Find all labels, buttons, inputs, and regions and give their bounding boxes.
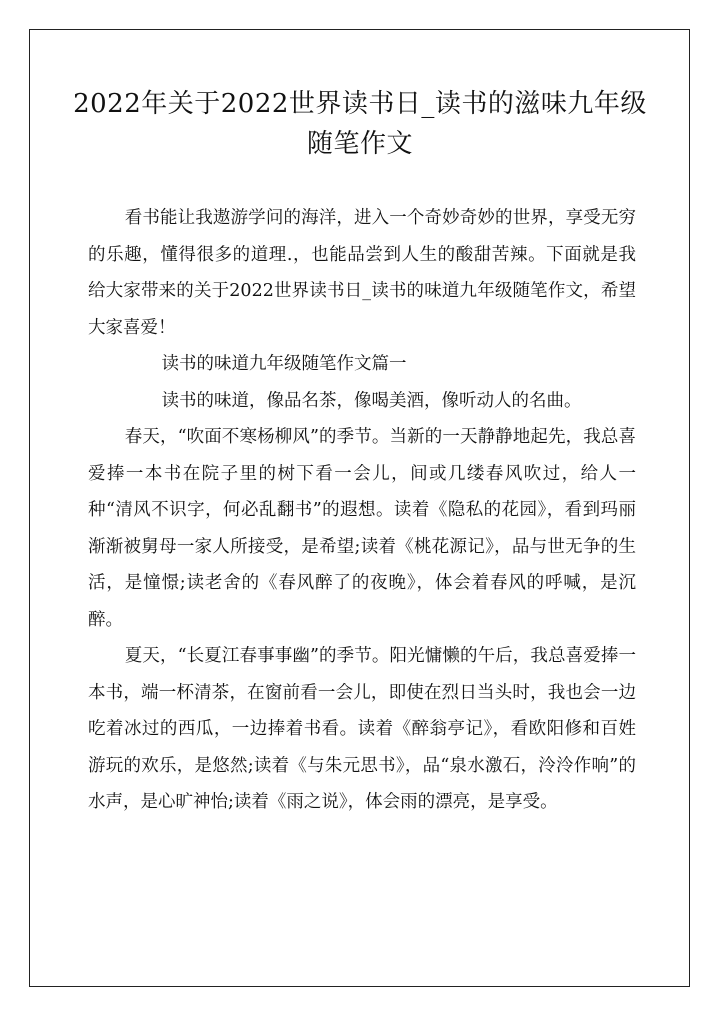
- body-paragraph: 夏天，“长夏江春事事幽”的季节。阳光慵懒的午后，我总喜爱捧一本书，端一杯清茶，在窗前看一会儿，即使在烈日当头时，我也会一边吃着冰过的西瓜，一边捧着书看。读着《醉翁亭记》，看欧阳修和百姓游玩的欢乐，是悠然;读着《与朱元思书》，品“泉水激石，泠泠作响”的水声，是心旷神怡;读着《雨之说》，体会雨的漂亮，是享受。: [88, 646, 636, 812]
- section-heading: 读书的味道九年级随笔作文篇一: [161, 354, 407, 374]
- document-title: 2022年关于2022世界读书日_读书的滋味九年级随笔作文: [73, 89, 647, 159]
- intro-paragraph: 看书能让我遨游学问的海洋，进入一个奇妙奇妙的世界，享受无穷的乐趣，懂得很多的道理.，也能品尝到人生的酸甜苦辣。下面就是我给大家带来的关于2022世界读书日_读书的味道九年级随笔作文，希望大家喜爱！: [88, 208, 636, 338]
- body-paragraph: 春天，“吹面不寒杨柳风”的季节。当新的一天静静地起先，我总喜爱捧一本书在院子里的树下看一会儿，间或几缕春风吹过，给人一种“清风不识字，何必乱翻书”的遐想。读着《隐私的花园》，看到玛丽渐渐被舅母一家人所接受，是希望;读着《桃花源记》，品与世无争的生活，是憧憬;读老舍的《春风醉了的夜晚》，体会着春风的呼喊，是沉醉。: [88, 427, 636, 630]
- document-body: [88, 200, 636, 821]
- body-paragraph: 读书的味道，像品名茶，像喝美酒，像听动人的名曲。: [161, 390, 582, 411]
